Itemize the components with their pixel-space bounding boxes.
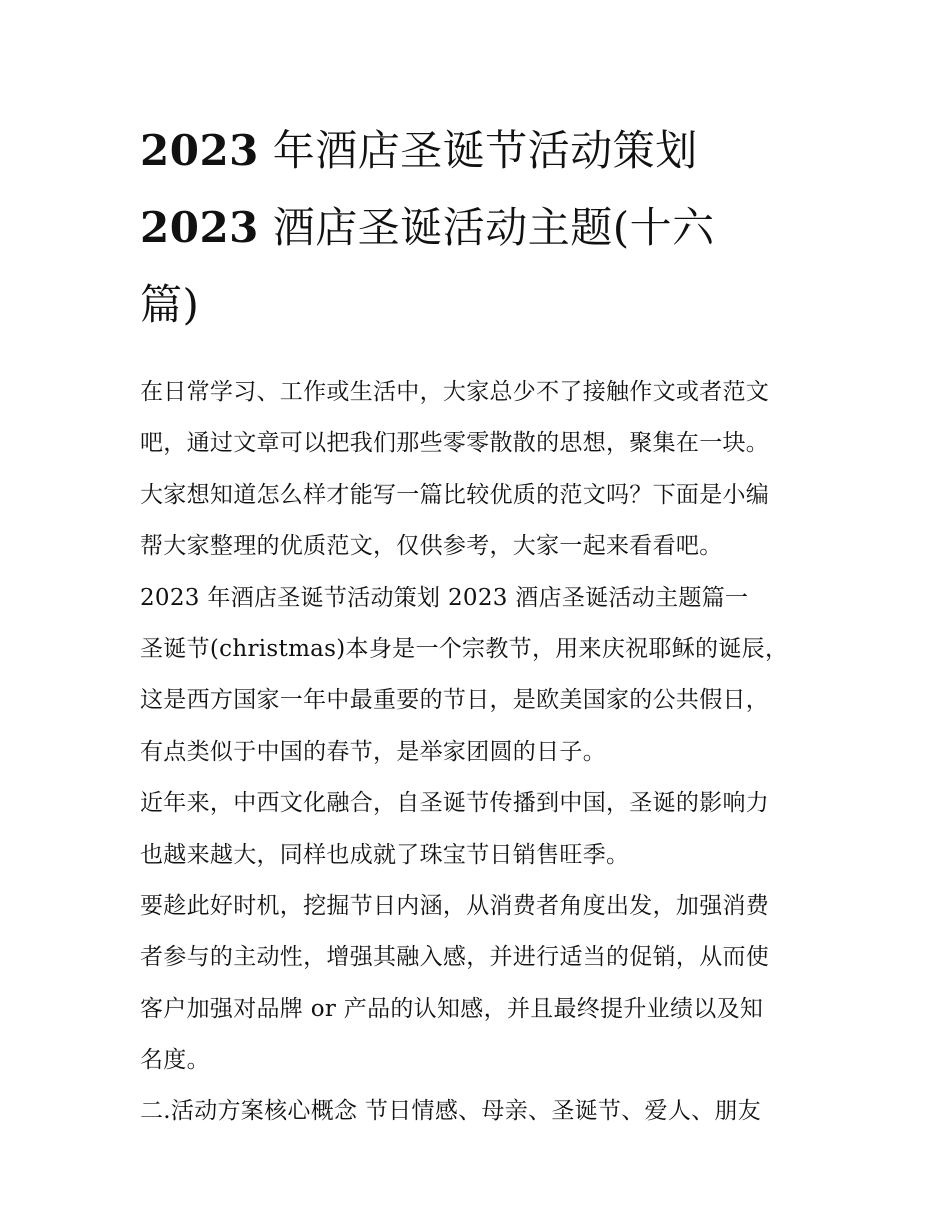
- section-heading-line: 2023 年酒店圣诞节活动策划 2023 酒店圣诞活动主题篇一: [140, 584, 749, 611]
- document-page: [140, 112, 820, 1138]
- body-line: 者参与的主动性，增强其融入感，并进行适当的促销，从而使: [140, 944, 770, 971]
- body-line: 二.活动方案核心概念 节日情感、母亲、圣诞节、爱人、朋友: [140, 1098, 762, 1125]
- title-year: 2023: [140, 126, 259, 175]
- body-line: 有点类似于中国的春节，是举家团圆的日子。: [140, 738, 606, 765]
- title-text: 年酒店圣诞节活动策划: [272, 126, 698, 175]
- body-line: 近年来，中西文化融合，自圣诞节传播到中国，圣诞的影响力: [140, 790, 770, 817]
- title-year: 2023: [140, 203, 259, 252]
- document-body: [140, 367, 820, 1138]
- title-text: 酒店圣诞活动主题(十六: [272, 203, 715, 252]
- body-line: 大家想知道怎么样才能写一篇比较优质的范文吗？下面是小编: [140, 481, 770, 508]
- body-line: 客户加强对品牌 or 产品的认知感，并且最终提升业绩以及知: [140, 995, 764, 1022]
- body-line: 吧，通过文章可以把我们那些零零散散的思想，聚集在一块。: [140, 430, 770, 457]
- body-line: 这是西方国家一年中最重要的节日，是欧美国家的公共假日，: [140, 687, 770, 714]
- title-text: 篇): [140, 280, 200, 329]
- title-line-3: [140, 266, 820, 343]
- title-line-1: [140, 112, 820, 189]
- body-line: 也越来越大，同样也成就了珠宝节日销售旺季。: [140, 841, 630, 868]
- body-line: 帮大家整理的优质范文，仅供参考，大家一起来看看吧。: [140, 533, 723, 560]
- document-title: [140, 112, 820, 343]
- body-line: 名度。: [140, 1047, 210, 1074]
- body-line: 要趁此好时机，挖掘节日内涵，从消费者角度出发，加强消费: [140, 892, 770, 919]
- body-line: 在日常学习、工作或生活中，大家总少不了接触作文或者范文: [140, 379, 770, 405]
- title-line-2: [140, 189, 820, 266]
- body-line: 圣诞节(christmas)本身是一个宗教节，用来庆祝耶稣的诞辰，: [140, 635, 789, 662]
